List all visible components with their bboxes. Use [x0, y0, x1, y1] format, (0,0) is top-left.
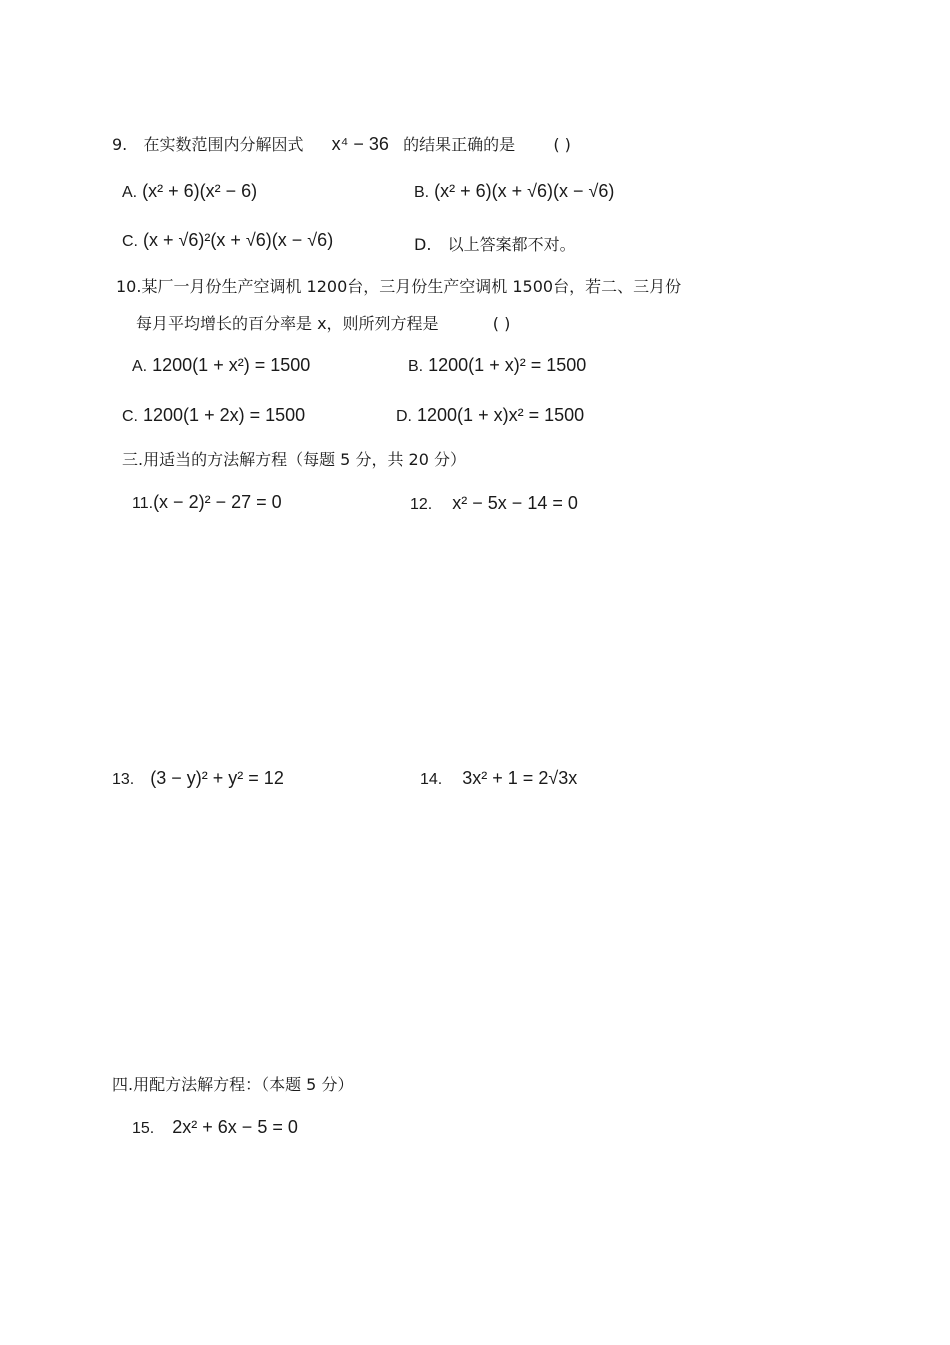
q10-stem-text-2: 每月平均增长的百分率是 x，则所列方程是 — [136, 314, 439, 333]
q9-option-a-label: A. — [122, 184, 138, 201]
section3-title: 三.用适当的方法解方程（每题 5 分，共 20 分） — [122, 450, 466, 469]
q9-expression: x⁴ − 36 — [331, 134, 389, 154]
q9-option-b-label: B. — [414, 184, 430, 201]
q10-option-a-text: 1200(1 + x²) = 1500 — [152, 355, 311, 375]
problem-13-number: 13. — [112, 771, 135, 788]
problem-14 — [420, 768, 577, 789]
q10-option-b-label: B. — [408, 358, 424, 375]
q10-stem-text-1: 某厂一月份生产空调机 1200台，三月份生产空调机 1500台，若二、三月份 — [141, 277, 682, 296]
problem-11-text: (x − 2)² − 27 = 0 — [153, 492, 282, 512]
problem-13-text: (3 − y)² + y² = 12 — [150, 768, 284, 788]
q9-answer-blank: ( ) — [553, 135, 571, 154]
problem-14-number: 14. — [420, 771, 443, 788]
q10-option-d — [396, 405, 584, 426]
q10-option-c — [122, 405, 305, 426]
q9-option-b-text: (x² + 6)(x + √6)(x − √6) — [434, 181, 615, 201]
q10-option-a — [132, 355, 310, 376]
q10-option-c-text: 1200(1 + 2x) = 1500 — [143, 405, 306, 425]
q9-option-d — [414, 232, 576, 255]
q10-option-c-label: C. — [122, 408, 138, 425]
q10-number: 10. — [116, 277, 142, 296]
problem-15-number: 15. — [132, 1120, 155, 1137]
problem-14-text: 3x² + 1 = 2√3x — [462, 768, 578, 788]
q10-option-b — [408, 355, 586, 376]
q9-stem-part-b: 的结果正确的是 — [403, 135, 516, 154]
problem-11-number: 11. — [132, 495, 154, 512]
q10-option-a-label: A. — [132, 358, 148, 375]
q10-stem-line1 — [116, 274, 681, 297]
q10-option-d-label: D. — [396, 408, 412, 425]
problem-11 — [132, 492, 282, 513]
problem-12 — [410, 493, 578, 514]
q9-stem-part-a: 在实数范围内分解因式 — [143, 135, 304, 154]
problem-15-text: 2x² + 6x − 5 = 0 — [172, 1117, 298, 1137]
q9-number: 9. — [112, 135, 128, 154]
q9-option-d-label: D. — [414, 235, 432, 254]
q9-option-c — [122, 230, 333, 251]
section4-title: 四.用配方法解方程：（本题 5 分） — [112, 1075, 354, 1094]
problem-12-number: 12. — [410, 496, 433, 513]
problem-15 — [132, 1117, 298, 1138]
q9-option-b — [414, 181, 614, 202]
problem-13 — [112, 768, 284, 789]
q9-option-a-text: (x² + 6)(x² − 6) — [142, 181, 258, 201]
q9-option-c-label: C. — [122, 233, 138, 250]
q9-option-d-text: 以上答案都不对。 — [447, 235, 576, 254]
q10-option-b-text: 1200(1 + x)² = 1500 — [428, 355, 587, 375]
problem-12-text: x² − 5x − 14 = 0 — [452, 493, 578, 513]
q10-stem-line2 — [136, 311, 510, 334]
q10-answer-blank: ( ) — [492, 314, 511, 333]
q10-option-d-text: 1200(1 + x)x² = 1500 — [417, 405, 585, 425]
q9-option-a — [122, 181, 257, 202]
q9-stem — [112, 132, 571, 155]
q9-option-c-text: (x + √6)²(x + √6)(x − √6) — [143, 230, 334, 250]
